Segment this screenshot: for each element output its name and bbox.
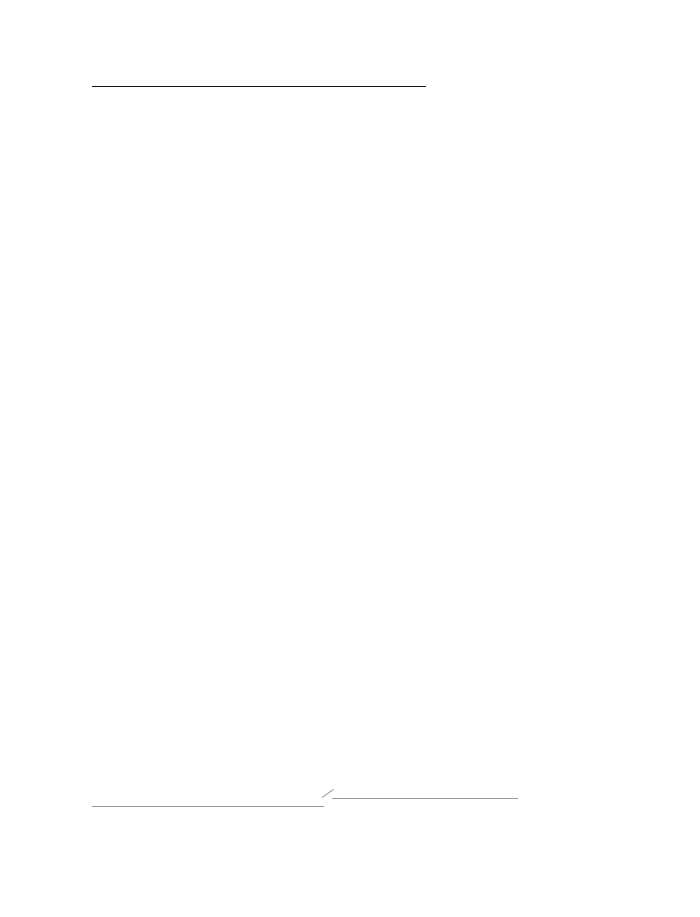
- footer-rule-upper: [332, 798, 518, 799]
- header-rule: [92, 86, 426, 87]
- footer-rule: [92, 806, 324, 807]
- footer-rule-slash: [322, 789, 334, 798]
- page-footer: [340, 801, 348, 812]
- journal-logo: [438, 46, 538, 47]
